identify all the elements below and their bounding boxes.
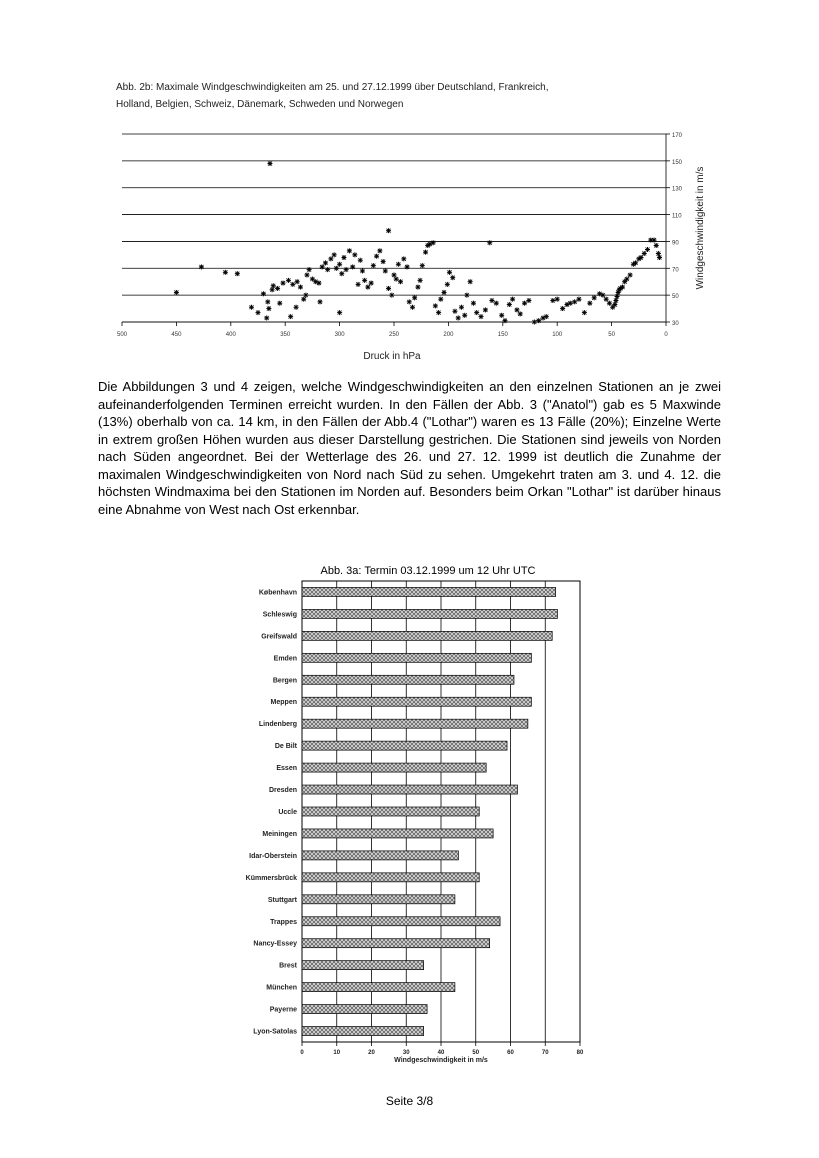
scatter-y-tick-label: 170 <box>672 133 683 139</box>
scatter-point <box>325 267 330 272</box>
scatter-point <box>281 281 286 286</box>
bar-x-tick-label: 60 <box>507 1050 514 1056</box>
scatter-point <box>499 313 504 318</box>
bar-axis-ticks <box>300 1042 584 1056</box>
scatter-point <box>267 161 272 166</box>
scatter-point <box>294 305 299 310</box>
bar-xlabel: Windgeschwindigkeit in m/s <box>394 1057 488 1064</box>
scatter-point <box>510 297 515 302</box>
bar-category-label: Uccle <box>278 809 297 816</box>
bar-category-label: Meiningen <box>262 830 297 838</box>
scatter-point <box>471 301 476 306</box>
figure1-caption-line1: Abb. 2b: Maximale Windgeschwindigkeiten am 25. und 27.12.1999 über Deutschland, Frankreich, <box>116 82 549 93</box>
scatter-point <box>468 279 473 284</box>
scatter-point <box>270 287 275 292</box>
bar <box>302 785 517 794</box>
scatter-point <box>615 294 620 299</box>
scatter-point <box>332 252 337 257</box>
scatter-point <box>337 310 342 315</box>
scatter-point <box>447 270 452 275</box>
scatter-point <box>358 258 363 263</box>
scatter-point <box>445 282 450 287</box>
scatter-point <box>656 251 661 256</box>
scatter-y-tick-label: 50 <box>672 294 679 301</box>
scatter-point <box>600 293 605 298</box>
bar-category-label: München <box>266 984 297 992</box>
scatter-point <box>642 251 647 256</box>
bar <box>302 983 455 992</box>
bar-category-label: Kümmersbrück <box>245 874 297 882</box>
scatter-point <box>371 263 376 268</box>
scatter-point <box>347 248 352 253</box>
bar-category-label: Meppen <box>270 699 297 707</box>
scatter-axes <box>117 133 683 338</box>
bar <box>302 697 531 706</box>
bar-x-tick-label: 30 <box>402 1050 410 1056</box>
scatter-point <box>624 277 629 282</box>
scatter-point <box>394 277 399 282</box>
scatter-point <box>633 260 638 265</box>
scatter-point <box>320 264 325 269</box>
bar-series <box>302 587 557 1035</box>
scatter-point <box>456 315 461 320</box>
scatter-y-tick-label: 150 <box>672 159 683 166</box>
scatter-point <box>507 302 512 307</box>
scatter-point <box>620 285 625 290</box>
bar-category-label: Essen <box>276 765 297 773</box>
bar-category-label: Schleswig <box>262 611 297 619</box>
bar-chart-title: Abb. 3a: Termin 03.12.1999 um 12 Uhr UTC <box>320 565 536 577</box>
scatter-point <box>462 313 467 318</box>
scatter-point <box>383 268 388 273</box>
scatter-point <box>235 271 240 276</box>
scatter-point <box>410 305 415 310</box>
bar-category-label: Lindenberg <box>258 721 297 729</box>
scatter-point <box>587 301 592 306</box>
scatter-point <box>544 314 549 319</box>
scatter-point <box>613 298 618 303</box>
scatter-point <box>487 240 492 245</box>
scatter-xlabel: Druck in hPa <box>363 351 421 362</box>
bar <box>302 675 514 684</box>
bar <box>302 1027 424 1036</box>
scatter-point <box>374 254 379 259</box>
bar <box>302 939 490 948</box>
bar <box>302 829 493 838</box>
bar <box>302 851 458 860</box>
scatter-point <box>223 270 228 275</box>
scatter-point <box>386 228 391 233</box>
scatter-point <box>532 320 537 325</box>
bar-category-label: Idar-Oberstein <box>249 852 297 860</box>
bar-x-tick-label: 20 <box>368 1050 375 1056</box>
bar-category-label: Lyon-Satolas <box>253 1028 297 1036</box>
bar <box>302 873 479 882</box>
bar-x-tick-label: 40 <box>437 1050 445 1056</box>
scatter-point <box>526 298 531 303</box>
scatter-y-tick-label: 30 <box>672 321 679 327</box>
scatter-grid <box>122 134 666 322</box>
scatter-point <box>339 271 344 276</box>
scatter-x-tick-label: 250 <box>388 332 400 338</box>
scatter-point <box>318 299 323 304</box>
scatter-point <box>266 306 271 311</box>
scatter-ylabel: Windgeschwindigkeit in m/s <box>695 166 706 290</box>
scatter-point <box>265 299 270 304</box>
bar <box>302 587 556 596</box>
scatter-point <box>652 238 657 243</box>
scatter-point <box>464 293 469 298</box>
scatter-point <box>256 310 261 315</box>
scatter-point <box>386 286 391 291</box>
scatter-y-tick-label: 130 <box>672 186 683 193</box>
scatter-x-tick-label: 200 <box>443 332 454 338</box>
bar <box>302 741 507 750</box>
scatter-point <box>344 267 349 272</box>
scatter-point <box>536 318 541 323</box>
scatter-point <box>555 297 560 302</box>
bar <box>302 631 552 640</box>
scatter-point <box>474 310 479 315</box>
scatter-point <box>298 285 303 290</box>
scatter-point <box>396 262 401 267</box>
scatter-x-tick-label: 50 <box>608 332 615 338</box>
scatter-point <box>365 285 370 290</box>
scatter-point <box>407 299 412 304</box>
scatter-point <box>401 256 406 261</box>
scatter-point <box>568 301 573 306</box>
bar <box>302 719 528 728</box>
scatter-point <box>389 293 394 298</box>
bar <box>302 895 455 904</box>
scatter-point <box>334 266 339 271</box>
scatter-point <box>290 282 295 287</box>
bar-category-labels <box>246 589 298 1035</box>
body-paragraph: Die Abbildungen 3 und 4 zeigen, welche Windgeschwindigkeiten an den einzelnen Stationen an je zwei aufeinanderfolgenden Terminen erreicht wurden. In den Fällen der Abb. 3 ("Anatol") gab es 5 Maxwinde (13%) oberhalb von ca. 14 km, in den Fällen der Abb.4 ("Lothar") waren es 13 Fälle (20%); Einzelne Werte in extrem großen Höhen wurden aus dieser Darstellung gestrichen. Die Stationen sind jeweils von Norden nach Süden angeordnet. Bei der Wetterlage des 26. und 27. 12. 1999 ist deutlich die Zunahme der maximalen Windgeschwindigkeiten von Nord nach Süd zu sehen. Umgekehrt traten am 3. und 4. 12. die höchsten Windmaxima bei den Stationen im Norden auf. Besonders beim Orkan "Lothar" ist darüber hinaus eine Abnahme von West nach Ost erkennbar. <box>98 379 721 517</box>
scatter-point <box>415 285 420 290</box>
scatter-point <box>323 260 328 265</box>
scatter-point <box>592 295 597 300</box>
scatter-point <box>572 299 577 304</box>
bar-category-label: Brest <box>279 962 297 970</box>
bar-category-label: Greifswald <box>261 633 297 641</box>
scatter-point <box>576 297 581 302</box>
scatter-x-tick-label: 500 <box>116 332 128 338</box>
scatter-point <box>264 315 269 320</box>
scatter-point <box>550 298 555 303</box>
scatter-point <box>607 301 612 306</box>
scatter-point <box>288 314 293 319</box>
bar-category-label: København <box>258 589 297 597</box>
scatter-point <box>295 279 300 284</box>
bar-category-label: Emden <box>273 655 297 663</box>
bar <box>302 961 424 970</box>
scatter-point <box>199 264 204 269</box>
scatter-chart <box>0 0 819 370</box>
scatter-point <box>369 281 374 286</box>
scatter-point <box>341 255 346 260</box>
bar <box>302 609 557 618</box>
page-footer: Seite 3/8 <box>385 1094 434 1108</box>
scatter-point <box>328 256 333 261</box>
scatter-point <box>307 267 312 272</box>
scatter-x-tick-label: 0 <box>664 332 668 338</box>
scatter-point <box>356 282 361 287</box>
scatter-point <box>352 252 357 257</box>
scatter-point <box>301 297 306 302</box>
scatter-point <box>483 307 488 312</box>
scatter-point <box>628 273 633 278</box>
scatter-point <box>657 255 662 260</box>
scatter-point <box>420 263 425 268</box>
scatter-point <box>249 305 254 310</box>
scatter-point <box>412 295 417 300</box>
bar-x-tick-label: 80 <box>576 1050 584 1056</box>
bar <box>302 763 486 772</box>
scatter-point <box>452 309 457 314</box>
bar-category-label: Bergen <box>272 677 297 685</box>
bar <box>302 653 531 662</box>
bar-category-label: Stuttgart <box>267 896 297 904</box>
bar-category-label: Payerne <box>269 1006 297 1014</box>
scatter-point <box>271 283 276 288</box>
scatter-y-tick-label: 70 <box>672 267 679 274</box>
scatter-point <box>277 301 282 306</box>
scatter-point <box>604 297 609 302</box>
scatter-point <box>261 291 266 296</box>
bar-x-tick-label: 0 <box>300 1050 304 1056</box>
scatter-point <box>423 250 428 255</box>
scatter-point <box>310 277 315 282</box>
bar <box>302 807 479 816</box>
scatter-point <box>174 290 179 295</box>
figure1-caption-line2: Holland, Belgien, Schweiz, Dänemark, Schweden und Norwegen <box>116 99 404 110</box>
scatter-point <box>654 243 659 248</box>
bar-category-label: Trappes <box>270 918 297 926</box>
scatter-x-tick-label: 300 <box>334 332 345 338</box>
scatter-point <box>405 264 410 269</box>
scatter-point <box>612 302 617 307</box>
scatter-point <box>286 278 291 283</box>
bar-x-tick-label: 70 <box>541 1050 549 1056</box>
scatter-point <box>450 275 455 280</box>
scatter-point <box>522 301 527 306</box>
scatter-point <box>316 281 321 286</box>
scatter-x-tick-label: 450 <box>171 332 182 338</box>
scatter-point <box>362 278 367 283</box>
scatter-point <box>418 278 423 283</box>
scatter-point <box>638 255 643 260</box>
scatter-point <box>459 305 464 310</box>
scatter-point <box>442 290 447 295</box>
scatter-point <box>582 310 587 315</box>
scatter-x-tick-label: 400 <box>225 332 236 338</box>
bar <box>302 1005 427 1014</box>
scatter-point <box>645 247 650 252</box>
scatter-point <box>381 259 386 264</box>
bar-chart <box>0 555 819 1075</box>
scatter-point <box>494 301 499 306</box>
scatter-y-tick-label: 110 <box>672 213 682 220</box>
bar <box>302 917 500 926</box>
scatter-y-tick-label: 90 <box>672 240 679 247</box>
scatter-point <box>337 262 342 267</box>
scatter-point <box>489 298 494 303</box>
scatter-point <box>438 297 443 302</box>
scatter-point <box>350 264 355 269</box>
scatter-point <box>560 306 565 311</box>
scatter-point <box>433 303 438 308</box>
scatter-point <box>304 273 309 278</box>
scatter-point <box>436 310 441 315</box>
bar-category-label: De Bilt <box>274 743 297 751</box>
scatter-point <box>431 240 436 245</box>
scatter-x-tick-label: 350 <box>280 332 291 338</box>
bar-category-label: Nancy-Essey <box>253 940 297 948</box>
scatter-point <box>502 318 507 323</box>
scatter-points <box>174 161 662 324</box>
bar-x-tick-label: 50 <box>472 1050 480 1056</box>
scatter-point <box>275 286 280 291</box>
scatter-x-tick-label: 150 <box>497 332 508 338</box>
scatter-point <box>377 248 382 253</box>
bar-category-label: Dresden <box>268 787 297 795</box>
scatter-point <box>360 268 365 273</box>
bar-x-tick-label: 10 <box>333 1050 341 1056</box>
scatter-x-tick-label: 100 <box>552 332 563 338</box>
scatter-point <box>518 311 523 316</box>
scatter-point <box>514 307 519 312</box>
scatter-point <box>398 279 403 284</box>
scatter-point <box>479 314 484 319</box>
